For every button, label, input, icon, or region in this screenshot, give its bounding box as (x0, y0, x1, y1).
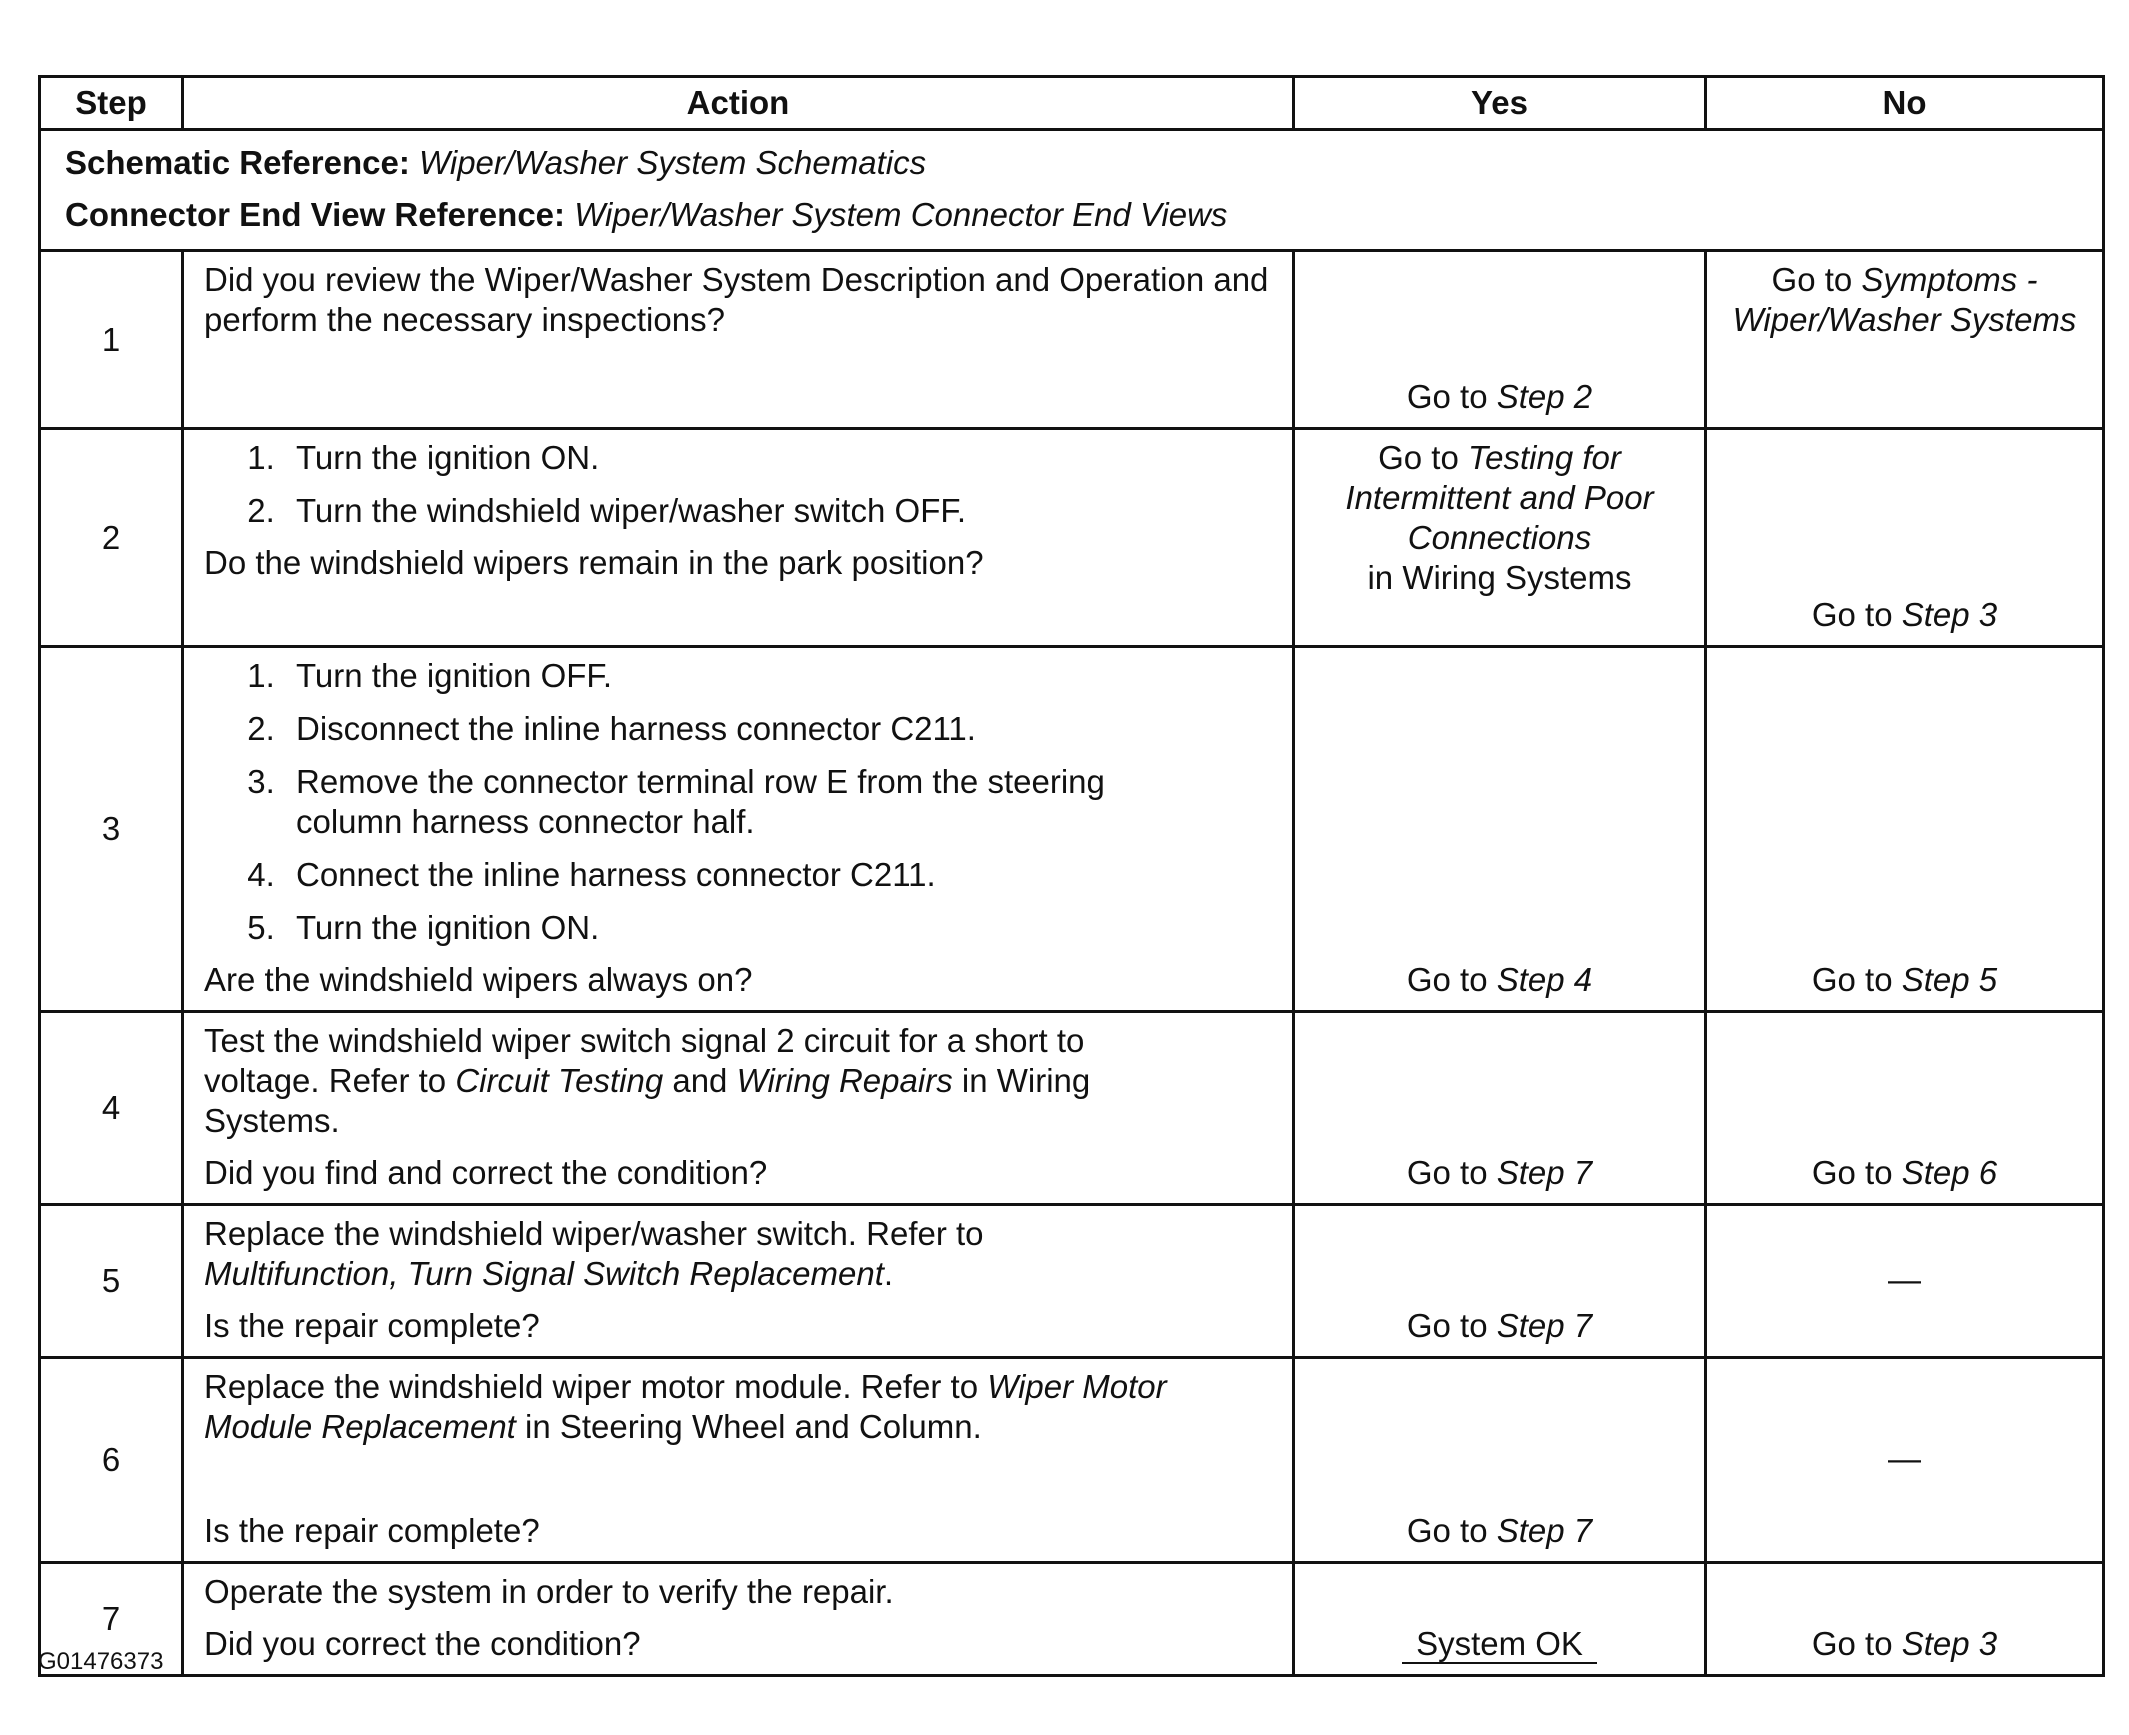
no-link[interactable]: Step 3 (1901, 596, 1998, 633)
table-row (40, 1563, 2104, 1676)
substep: 2. Turn the windshield wiper/washer switch OFF. (284, 491, 1276, 531)
substep: 3. Remove the connector terminal row E from the steering column harness connector half. (284, 762, 1276, 842)
yes-prefix: Go to (1406, 378, 1497, 415)
substep: 4. Connect the inline harness connector C211. (284, 855, 1276, 895)
no-cell: — (1706, 1358, 2104, 1563)
step-number: 7 (40, 1563, 183, 1676)
no-cell: — (1706, 1205, 2104, 1358)
action-cell (183, 1563, 1294, 1676)
yes-cell (1294, 1205, 1706, 1358)
action-cell (183, 1012, 1294, 1205)
yes-prefix: Go to (1406, 1154, 1497, 1191)
header-step: Step (40, 77, 183, 130)
yes-cell (1294, 251, 1706, 429)
substep: 1. Turn the ignition ON. (284, 438, 1276, 478)
action-text-part: Test the windshield wiper switch signal 2 circuit for a short to voltage. Refer to (204, 1022, 1085, 1099)
action-question: Are the windshield wipers always on? (204, 961, 753, 998)
no-link[interactable]: Step 5 (1901, 961, 1998, 998)
no-prefix: Go to (1811, 1154, 1902, 1191)
yes-prefix: Go to (1406, 1307, 1497, 1344)
schematic-reference-link[interactable]: Wiper/Washer System Schematics (419, 144, 927, 181)
step-number: 4 (40, 1012, 183, 1205)
header-action: Action (183, 77, 1294, 130)
reference-cell (40, 130, 2104, 251)
table-row (40, 1358, 2104, 1563)
action-link[interactable]: Wiring Repairs (736, 1062, 953, 1099)
system-ok-text: System OK (1402, 1625, 1597, 1664)
no-prefix: Go to (1771, 261, 1862, 298)
substep-list (204, 438, 1276, 531)
action-text-part: in Steering Wheel and Column. (515, 1408, 982, 1445)
table-row (40, 647, 2104, 1012)
yes-link[interactable]: Step 2 (1496, 378, 1593, 415)
action-text-part: and (663, 1062, 737, 1099)
header-no: No (1706, 77, 2104, 130)
yes-cell (1294, 1012, 1706, 1205)
action-link[interactable]: Multifunction, Turn Signal Switch Replacement (204, 1255, 884, 1292)
no-link[interactable]: Step 3 (1901, 1625, 1998, 1662)
substep: 5. Turn the ignition ON. (284, 908, 1276, 948)
connector-reference (65, 189, 2082, 241)
yes-cell (1294, 1358, 1706, 1563)
no-prefix: Go to (1811, 596, 1902, 633)
no-cell (1706, 647, 2104, 1012)
action-text-part: Replace the windshield wiper/washer switch. Refer to (204, 1215, 984, 1252)
step-number: 5 (40, 1205, 183, 1358)
no-cell (1706, 1012, 2104, 1205)
action-question: Did you find and correct the condition? (204, 1154, 768, 1191)
table-row (40, 1012, 2104, 1205)
action-text-part: . (883, 1255, 894, 1292)
table-row (40, 1205, 2104, 1358)
action-question: Is the repair complete? (204, 1307, 540, 1344)
yes-prefix: Go to (1378, 439, 1468, 476)
step-number: 2 (40, 429, 183, 647)
action-text: Operate the system in order to verify the repair. (204, 1573, 894, 1610)
action-question: Is the repair complete? (204, 1512, 540, 1549)
no-cell (1706, 429, 2104, 647)
action-text (204, 1021, 1276, 1141)
no-link[interactable]: Step 6 (1901, 1154, 1998, 1191)
yes-cell (1294, 1563, 1706, 1676)
yes-link[interactable]: Testing for Intermittent and Poor Connections (1345, 439, 1654, 556)
step-number: 1 (40, 251, 183, 429)
action-text (204, 1367, 1276, 1447)
yes-suffix: in Wiring Systems (1367, 559, 1632, 596)
no-cell (1706, 251, 2104, 429)
action-cell (183, 647, 1294, 1012)
diagnostic-table (38, 75, 2105, 1677)
no-link[interactable]: Symptoms - Wiper/Washer Systems (1732, 261, 2077, 338)
action-question: Do the windshield wipers remain in the park position? (204, 544, 984, 581)
reference-row (40, 130, 2104, 251)
yes-link[interactable]: Step 7 (1496, 1154, 1593, 1191)
table-row (40, 429, 2104, 647)
yes-link[interactable]: Step 7 (1496, 1512, 1593, 1549)
yes-link[interactable]: Step 7 (1496, 1307, 1593, 1344)
no-cell (1706, 1563, 2104, 1676)
yes-cell (1294, 647, 1706, 1012)
figure-id: G01476373 (38, 1648, 164, 1675)
no-prefix: Go to (1811, 1625, 1902, 1662)
action-link[interactable]: Wiper Motor Module Replacement (204, 1368, 1167, 1445)
schematic-reference (65, 137, 2082, 189)
action-cell (183, 251, 1294, 429)
schematic-reference-label: Schematic Reference: (65, 144, 410, 181)
header-row (40, 77, 2104, 130)
step-number: 6 (40, 1358, 183, 1563)
header-yes: Yes (1294, 77, 1706, 130)
action-cell (183, 1205, 1294, 1358)
action-question: Did you review the Wiper/Washer System Description and Operation and perform the necessary inspections? (204, 261, 1269, 338)
action-text-part: in Wiring Systems. (204, 1062, 1091, 1139)
connector-reference-label: Connector End View Reference: (65, 196, 566, 233)
no-prefix: Go to (1811, 961, 1902, 998)
connector-reference-link[interactable]: Wiper/Washer System Connector End Views (574, 196, 1228, 233)
table-row (40, 251, 2104, 429)
yes-link[interactable]: Step 4 (1496, 961, 1593, 998)
substep: 2. Disconnect the inline harness connector C211. (284, 709, 1276, 749)
substep: 1. Turn the ignition OFF. (284, 656, 1276, 696)
action-link[interactable]: Circuit Testing (455, 1062, 664, 1099)
yes-prefix: Go to (1406, 1512, 1497, 1549)
action-cell (183, 429, 1294, 647)
yes-cell (1294, 429, 1706, 647)
step-number: 3 (40, 647, 183, 1012)
action-text (204, 1214, 1276, 1294)
action-cell (183, 1358, 1294, 1563)
substep-list (204, 656, 1276, 948)
action-question: Did you correct the condition? (204, 1625, 641, 1662)
yes-prefix: Go to (1406, 961, 1497, 998)
action-text-part: Replace the windshield wiper motor module. Refer to (204, 1368, 988, 1405)
